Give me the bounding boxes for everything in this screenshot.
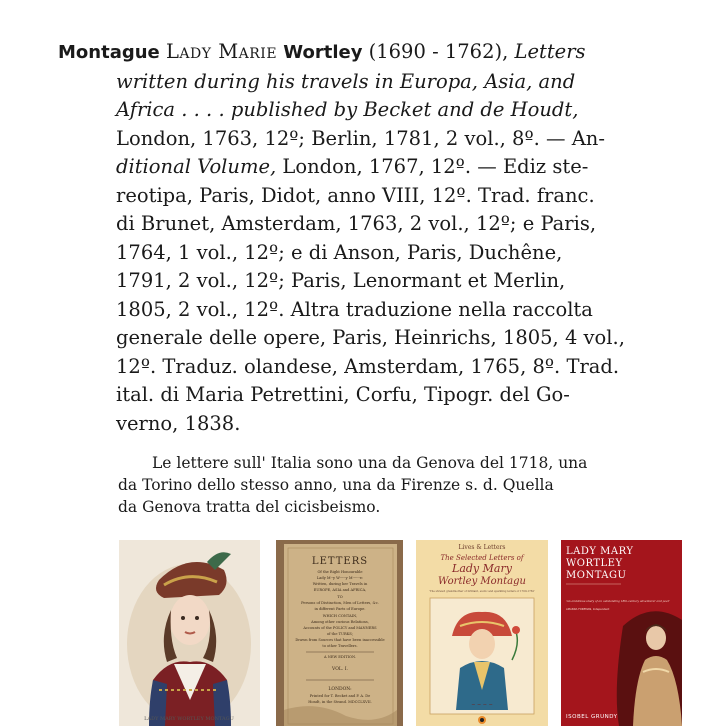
old-book-line: Printed for T. Becket and P. A. De: [309, 694, 371, 698]
old-book-line: Accounts of the POLICY and MANNERS: [303, 626, 377, 630]
penguin-blurb: 'The shrewd grandmother of brilliant, exotic and sparkling letters of 1709-1762': [429, 590, 535, 593]
note-line-1: Le lettere sull' Italia sono una da Genova del 1718, una: [152, 454, 588, 472]
portrait-caption: LADY MARY WORTLEY MONTAGU: [144, 716, 234, 722]
old-book-line: Among other curious Relations,: [311, 620, 369, 624]
entry-line-8: 1764, 1 vol., 12º; e di Anson, Paris, Duchêne,: [116, 240, 563, 264]
penguin-title-line: The Selected Letters of: [440, 554, 524, 562]
old-book-line: EUROPE, ASIA and AFRICA,: [313, 588, 367, 592]
old-book-title-page-image: [276, 540, 403, 726]
entry-line-6: reotipa, Paris, Didot, anno VIII, 12º. Trad. franc.: [116, 183, 595, 207]
grundy-author: ISOBEL GRUNDY: [566, 714, 618, 720]
entry-line-5: [58, 153, 682, 182]
old-book-line: Hondt, in the Strand. MDCCLXVII.: [308, 700, 372, 704]
grundy-quote-source: AMANDA FOREMAN, Independent: [566, 608, 610, 611]
penguin-title-line: Wortley Montagu: [438, 576, 526, 587]
entry-line-13: ital. di Maria Petrettini, Corfu, Tipogr. del Go-: [116, 383, 570, 406]
entry-line-9: 1791, 2 vol., 12º; Paris, Lenormant et Merlin,: [116, 269, 566, 292]
svg-text:~ ~ ~ ~: ~ ~ ~ ~: [471, 702, 493, 708]
bibliography-entry: [58, 38, 682, 438]
old-book-line: Lady M--y W-----y M------e:: [316, 576, 364, 580]
old-book-line: to other Travellers.: [322, 644, 358, 648]
old-book-line: WHICH CONTAIN,: [322, 614, 358, 618]
note-line-2: da Torino dello stesso anno, una da Firenze s. d. Quella: [118, 476, 554, 494]
penguin-book-cover-image: [416, 540, 548, 726]
entry-line-7: di Brunet, Amsterdam, 1763, 2 vol., 12º; e Paris,: [116, 212, 597, 235]
portrait-engraving-image: [119, 540, 260, 726]
entry-line-4: London, 1763, 12º; Berlin, 1781, 2 vol., 8º. — An-: [116, 126, 605, 150]
penguin-series: Lives & Letters: [458, 544, 506, 551]
entry-name-smallcaps: Lady Marie: [165, 40, 278, 63]
grundy-quote: 'An ambitious study of an outstanding 18th-century adventurer and poet': [566, 599, 670, 603]
old-book-line: LONDON:: [328, 687, 352, 692]
old-book-title: LETTERS: [311, 556, 369, 567]
entry-headword: Montague: [58, 42, 160, 63]
entry-line-11: generale delle opere, Paris, Heinrichs, 1805, 4 vol.,: [116, 326, 625, 349]
old-book-line: TO: [337, 595, 343, 599]
entry-line-14: verno, 1838.: [116, 411, 241, 435]
entry-line-1: [58, 38, 682, 68]
old-book-line: Persons of Distinction, Men of Letters, &c.: [301, 601, 379, 605]
entry-line-5-rest: London, 1767, 12º. — Ediz ste-: [282, 155, 589, 178]
old-book-line: VOL. I.: [332, 667, 348, 672]
entry-line-10: 1805, 2 vol., 12º. Altra traduzione nella raccolta: [116, 297, 593, 321]
entry-line-2: written during his travels in Europa, Asia, and: [116, 69, 576, 93]
entry-title-start: Letters: [514, 40, 586, 63]
old-book-line: in different Parts of Europe.: [314, 607, 366, 611]
entry-additional-volume: ditional Volume,: [116, 155, 277, 178]
entry-line-12: 12º. Traduz. olandese, Amsterdam, 1765, 8º. Trad.: [116, 354, 620, 378]
note-paragraph: [118, 452, 688, 518]
grundy-title-line: MONTAGU: [566, 570, 627, 581]
grundy-book-cover-image: [561, 540, 682, 726]
old-book-line: of the TURKS;: [326, 632, 354, 636]
old-book-line: Of the Right Honourable: [317, 570, 363, 574]
entry-line-3: Africa . . . . published by Becket and de Houdt,: [116, 98, 579, 121]
old-book-line: Drawn from Sources that have been inaccessible: [295, 638, 385, 642]
old-book-line: Written, during her Travels in: [312, 582, 368, 586]
entry-surname: Wortley: [283, 42, 363, 63]
grundy-title-line: LADY MARY: [566, 546, 634, 557]
entry-dates: (1690 - 1762),: [368, 40, 509, 63]
penguin-title-line: Lady Mary: [452, 562, 512, 575]
old-book-line: A NEW EDITION.: [323, 655, 357, 659]
note-line-3: da Genova tratta del cicisbeismo.: [118, 498, 381, 516]
grundy-title-line: WORTLEY: [566, 558, 623, 569]
